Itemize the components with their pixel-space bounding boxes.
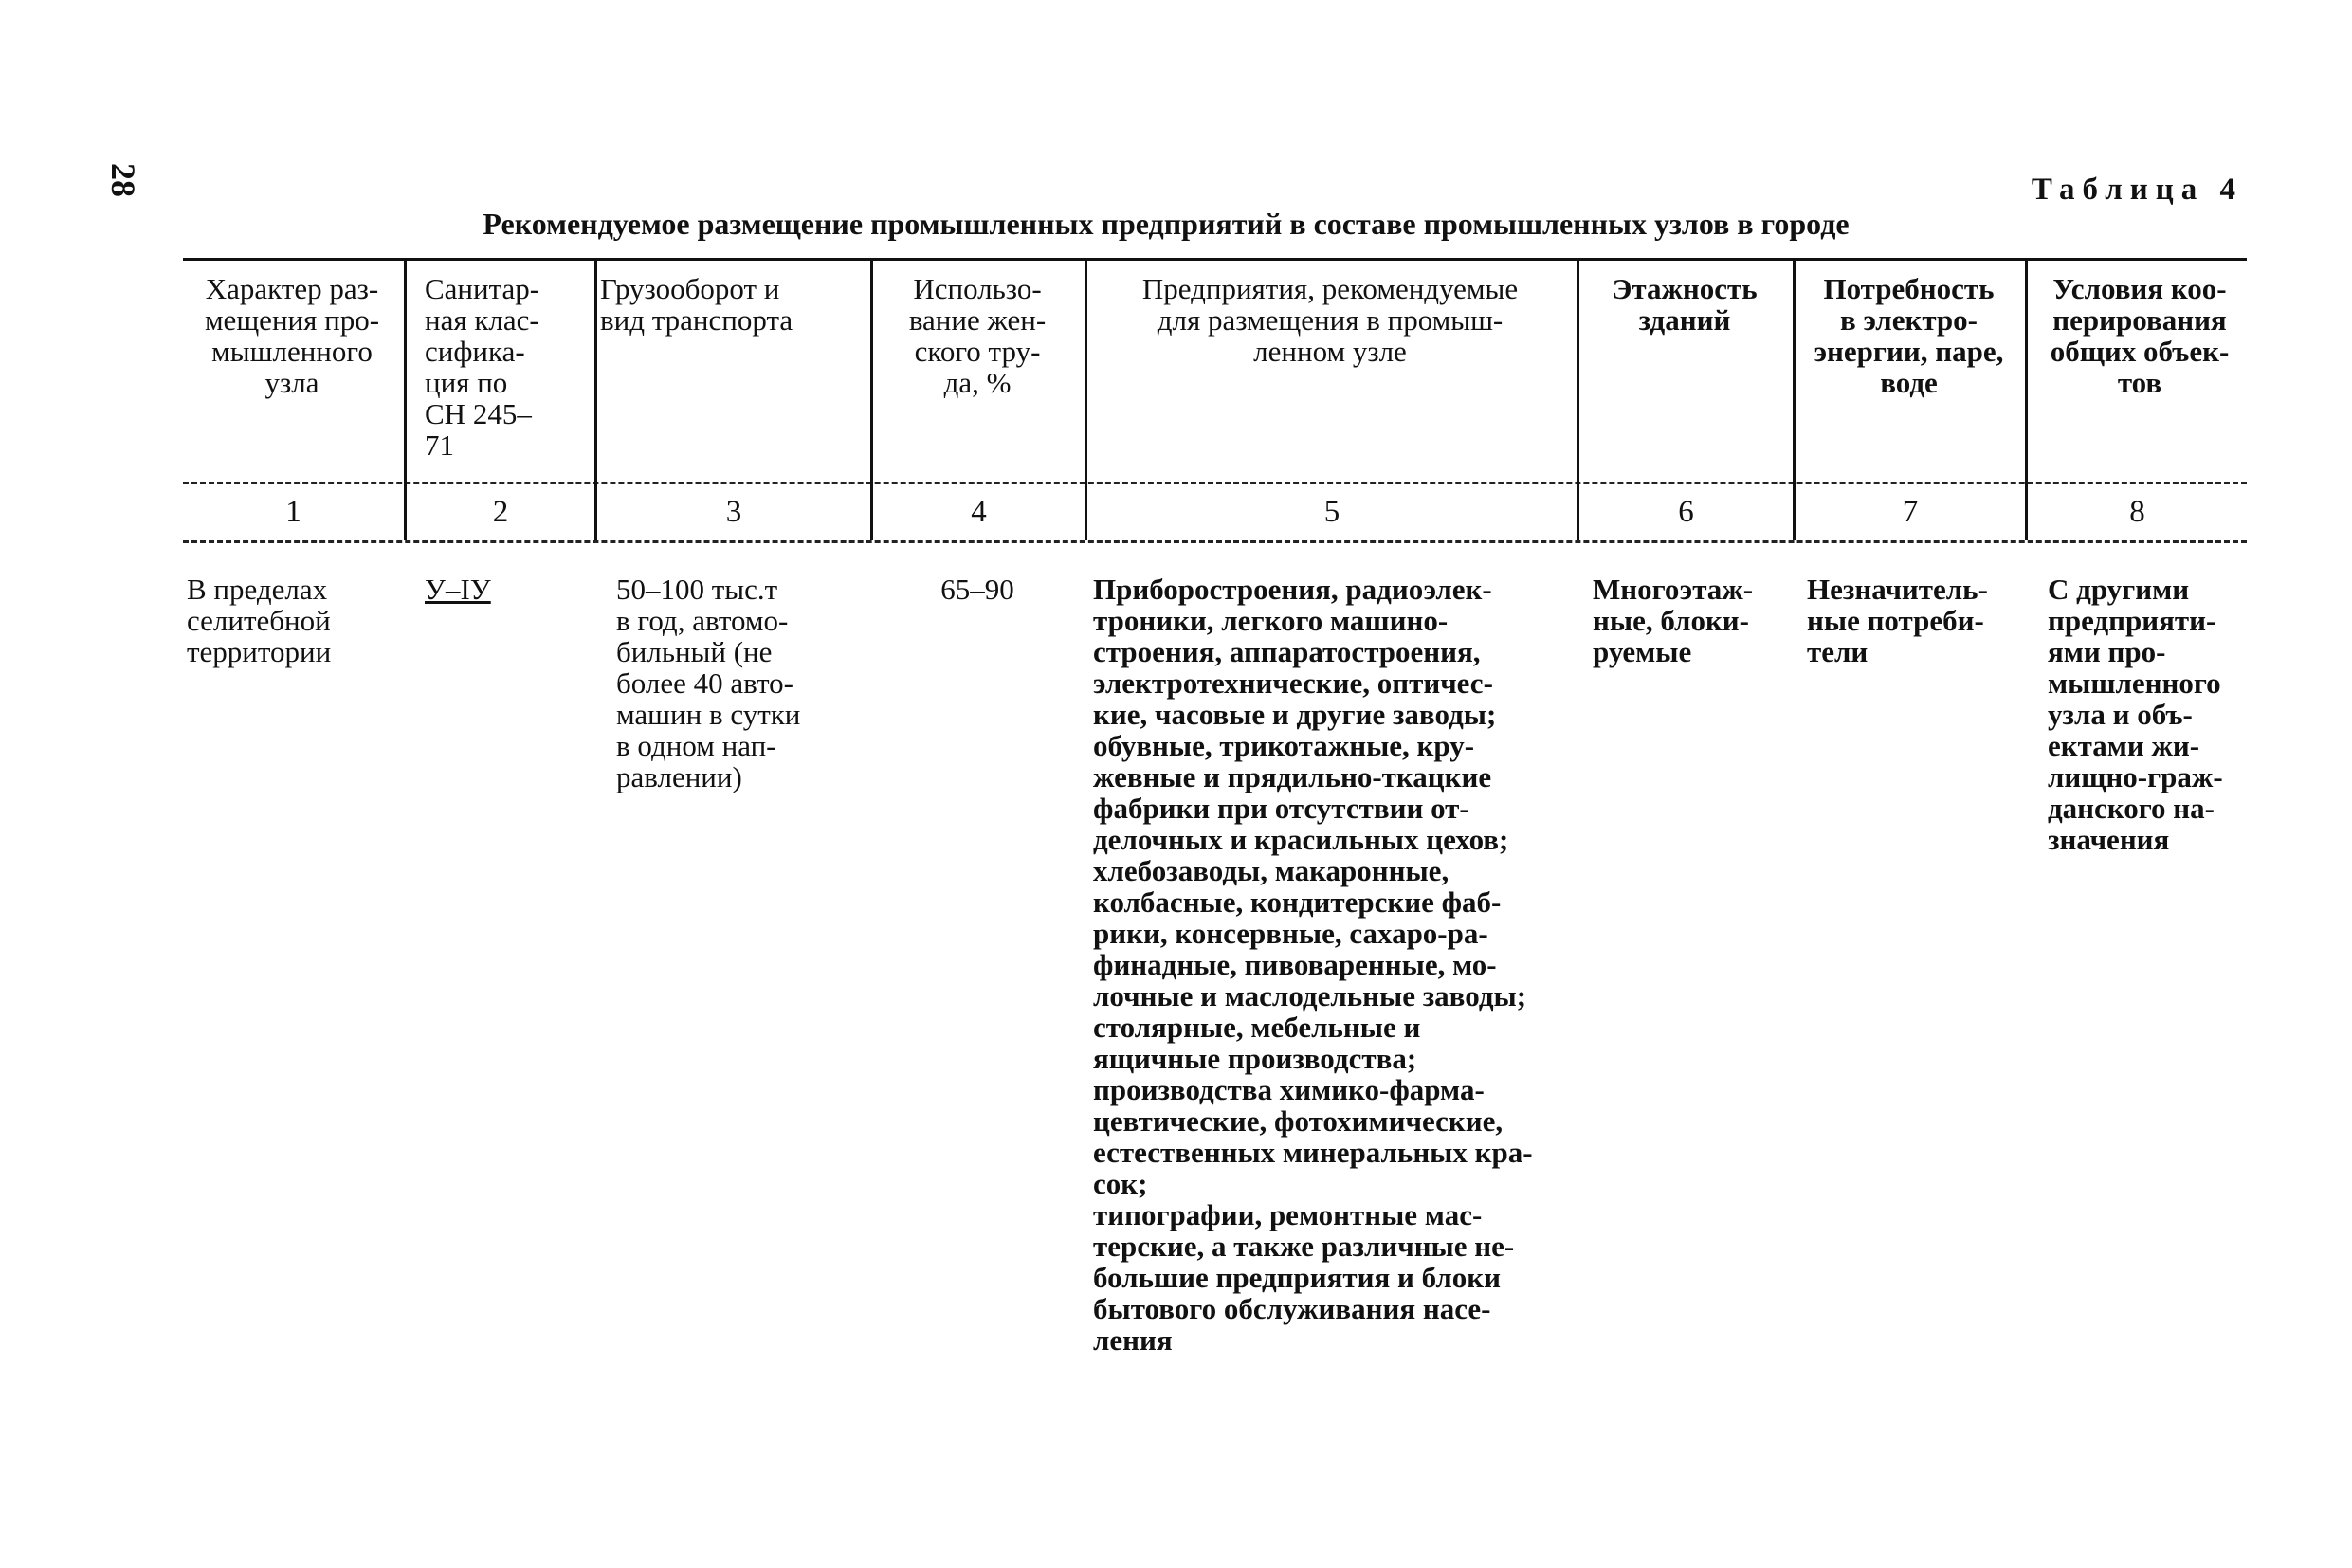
header-cell-3: Грузооборот и вид транспорта [600, 272, 793, 337]
column-number-3: 3 [725, 495, 742, 529]
header-cell-7: Потребность в электро- энергии, паре, воде [1814, 272, 2004, 399]
column-number-1: 1 [285, 495, 301, 529]
column-number-5: 5 [1323, 495, 1340, 529]
body-cell-5: Приборостроения, радиоэлек- троники, легкого машино- строения, аппаратостроения, электротехнические, оптичес- кие, часовые и другие заводы; обувные, трикотажные, кру- жевные и прядильно-ткацкие фабрики при отсутствии от- делочных и красильных цехов; хлебозаводы, макаронные, колбасные, кондитерские фаб- рики, консервные, сахаро-ра- финадные, пивоваренные, мо- лочные и маслодельные заводы; столярные, мебельные и ящичные производства; производства химико-фарма- цевтические, фотохимические, естественных минеральных кра- сок; типографии, ремонтные мас- терские, а также различные не- большие предприятия и блоки бытового обслуживания насе- ления [1093, 573, 1533, 1357]
table-label: Таблица 4 [2031, 173, 2243, 207]
header-cell-6: Этажность зданий [1612, 272, 1758, 337]
column-number-2: 2 [492, 495, 509, 529]
column-number-8: 8 [2129, 495, 2145, 529]
body-cell-4: 65–90 [940, 573, 1014, 606]
column-number-7: 7 [1902, 495, 1919, 529]
column-number-4: 4 [971, 495, 987, 529]
table-title: Рекомендуемое размещение промышленных предприятий в составе промышленных узлов в городе [483, 207, 1850, 241]
header-cell-1: Характер раз- мещения про- мышленного узла [204, 272, 380, 399]
page-number: 28 [104, 163, 142, 197]
header-cell-4: Использо- вание жен- ского тру- да, % [908, 272, 1047, 399]
body-cell-6: Многоэтаж- ные, блоки- руемые [1593, 573, 1754, 668]
header-bottom-rule [183, 482, 2247, 484]
body-cell-1: В пределах селитебной территории [187, 573, 332, 668]
header-cell-2: Санитар- ная клас- сифика- ция по СН 245– 71 [425, 272, 540, 462]
column-number-6: 6 [1678, 495, 1694, 529]
table-top-rule [183, 258, 2247, 261]
header-cell-8: Условия коо- перирования общих объек- тов [2050, 272, 2230, 399]
body-cell-8: С другими предприяти- ями про- мышленного узла и объ- ектами жи- лищно-граж- данского на- значения [2048, 573, 2223, 856]
body-cell-7: Незначитель- ные потреби- тели [1807, 573, 1988, 668]
body-cell-3: 50–100 тыс.т в год, автомо- бильный (не более 40 авто- машин в сутки в одном нап- равлении) [616, 573, 801, 793]
header-cell-5: Предприятия, рекомендуемые для размещения в промыш- ленном узле [1141, 272, 1519, 368]
body-cell-2: У–IУ [425, 573, 491, 606]
numbers-bottom-rule [183, 540, 2247, 543]
